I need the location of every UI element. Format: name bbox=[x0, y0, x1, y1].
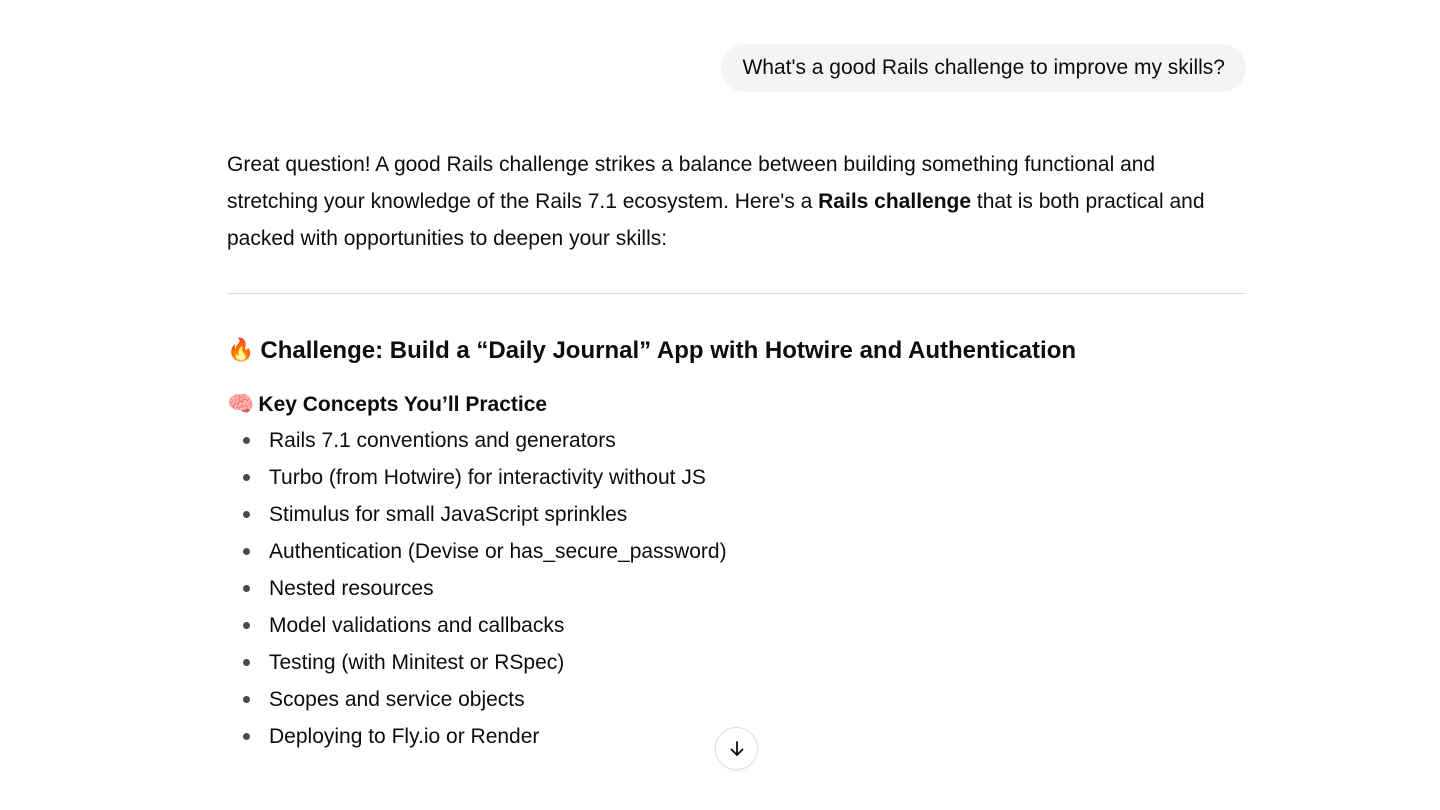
bullet bbox=[243, 511, 250, 518]
assistant-intro-paragraph bbox=[227, 146, 1246, 257]
bullet bbox=[243, 622, 250, 629]
scroll-to-bottom-button[interactable] bbox=[715, 727, 758, 770]
intro-text-start: Great question! A good Rails challenge strikes a balance between building something functional and stretching your knowledge of the Rails 7.1 ecosystem. Here's a bbox=[227, 153, 1156, 213]
assistant-message bbox=[227, 146, 1246, 755]
challenge-heading-text: Challenge: Build a “Daily Journal” App with Hotwire and Authentication bbox=[260, 337, 1077, 364]
list-item bbox=[227, 607, 1246, 644]
bullet bbox=[243, 733, 250, 740]
list-item bbox=[227, 533, 1246, 570]
bullet bbox=[243, 437, 250, 444]
list-item-text: Testing (with Minitest or RSpec) bbox=[269, 651, 565, 674]
bullet bbox=[243, 659, 250, 666]
list-item-text: Scopes and service objects bbox=[269, 688, 525, 711]
intro-bold-text: Rails challenge bbox=[818, 190, 972, 213]
concepts-heading bbox=[227, 390, 1246, 420]
arrow-down-icon bbox=[727, 739, 747, 759]
bullet bbox=[243, 696, 250, 703]
list-item-text: Rails 7.1 conventions and generators bbox=[269, 429, 616, 452]
challenge-heading bbox=[227, 334, 1246, 368]
bullet bbox=[243, 585, 250, 592]
list-item bbox=[227, 570, 1246, 607]
list-item-text: Turbo (from Hotwire) for interactivity without JS bbox=[269, 466, 706, 489]
list-item bbox=[227, 422, 1246, 459]
concepts-heading-text: Key Concepts You’ll Practice bbox=[258, 393, 548, 416]
user-message-text: What's a good Rails challenge to improve my skills? bbox=[742, 56, 1225, 79]
brain-icon: 🧠 bbox=[227, 392, 255, 417]
list-item bbox=[227, 681, 1246, 718]
bullet bbox=[243, 548, 250, 555]
list-item-text: Deploying to Fly.io or Render bbox=[269, 725, 540, 748]
list-item bbox=[227, 644, 1246, 681]
intro-text-end: that is both practical and packed with opportunities to deepen your skills: bbox=[227, 190, 1205, 250]
list-item-text: Model validations and callbacks bbox=[269, 614, 565, 637]
list-item-text: Authentication (Devise or has_secure_password) bbox=[269, 540, 727, 563]
list-item bbox=[227, 459, 1246, 496]
fire-icon: 🔥 bbox=[227, 338, 255, 363]
list-item bbox=[227, 496, 1246, 533]
bullet bbox=[243, 474, 250, 481]
concepts-list bbox=[227, 422, 1246, 755]
list-item-text: Stimulus for small JavaScript sprinkles bbox=[269, 503, 628, 526]
section-divider bbox=[227, 293, 1246, 294]
user-message-bubble bbox=[721, 44, 1246, 92]
list-item-text: Nested resources bbox=[269, 577, 434, 600]
